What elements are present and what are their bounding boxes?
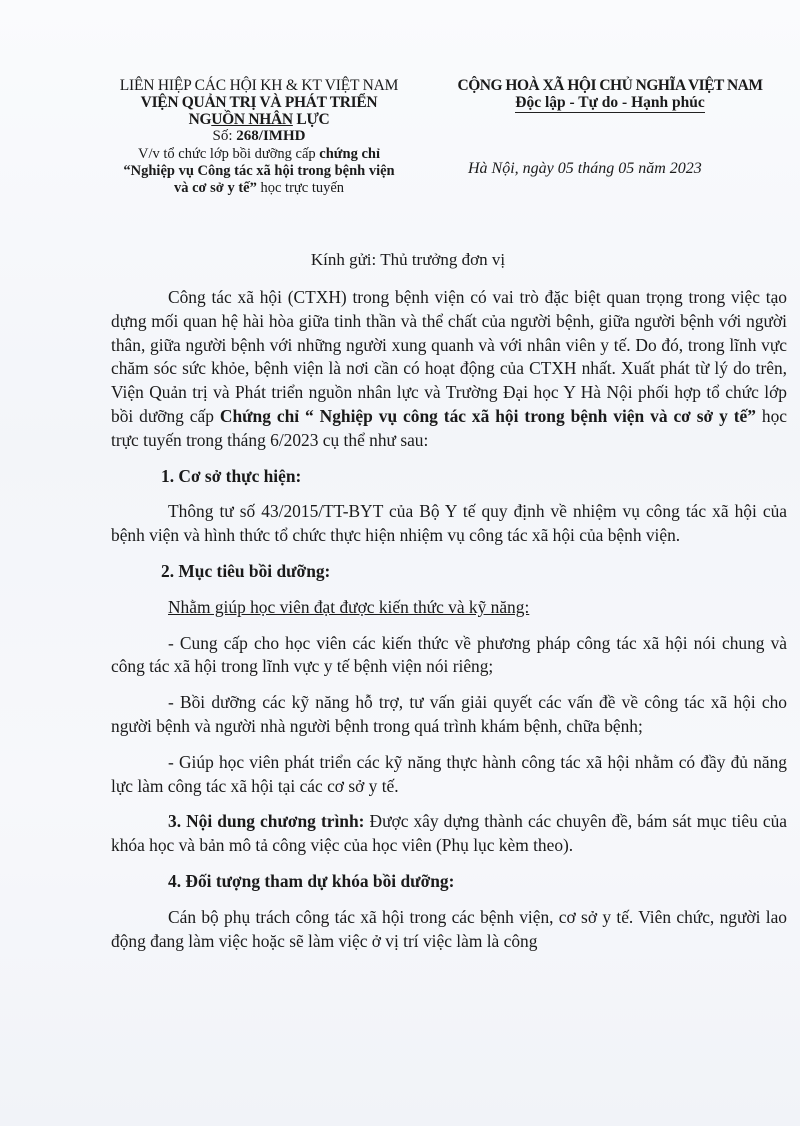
section-2-item: - Giúp học viên phát triển các kỹ năng thực hành công tác xã hội nhằm có đầy đủ năng lực làm công tác xã hội tại các cơ sở y tế.: [111, 751, 787, 796]
document-date: Hà Nội, ngày 05 tháng 05 năm 2023: [468, 160, 702, 177]
intro-text-end: học trực tuyến trong tháng 6/2023 cụ thể như sau:: [111, 405, 787, 450]
intro-bold-course-title: Chứng chỉ “ Nghiệp vụ công tác xã hội trong bệnh viện và cơ sở y tế”: [219, 405, 756, 426]
nation-title: CỘNG HOÀ XÃ HỘI CHỦ NGHĨA VIỆT NAM: [457, 77, 763, 94]
organization-name-line2: [100, 111, 418, 128]
recipient-line: [0, 250, 800, 270]
document-body: [111, 286, 787, 953]
organization-name-line1: VIỆN QUẢN TRỊ VÀ PHÁT TRIỂN: [140, 94, 378, 111]
number-label: Số:: [212, 128, 237, 144]
intro-paragraph: [111, 286, 787, 453]
issuer-block: [100, 77, 418, 197]
org-line2-pre: NG: [188, 111, 212, 128]
number-value: 268/IMHD: [236, 128, 306, 144]
subject-line3-bold: và cơ sở y tế”: [173, 180, 257, 196]
section-4-text: Cán bộ phụ trách công tác xã hội trong các bệnh viện, cơ sở y tế. Viên chức, người lao động đang làm việc hoặc sẽ làm việc ở vị trí việc làm là công: [111, 906, 787, 951]
subject-line3-text: học trực tuyến: [256, 180, 345, 196]
section-4-heading: 4. Đối tượng tham dự khóa bồi dưỡng:: [168, 870, 455, 891]
document-subject: [100, 146, 418, 197]
section-2-item: - Cung cấp cho học viên các kiến thức về phương pháp công tác xã hội nói chung và công tác xã hội trong lĩnh vực y tế bệnh viện nói riêng;: [111, 632, 787, 677]
parent-organization: LIÊN HIỆP CÁC HỘI KH & KT VIỆT NAM: [119, 77, 399, 94]
section-3-text: Được xây dựng thành các chuyên đề, bám sát mục tiêu của khóa học và bản mô tả công việc của học viên (Phụ lục kèm theo).: [111, 811, 787, 856]
subject-line2-bold: “Nghiệp vụ Công tác xã hội trong bệnh viện: [123, 163, 395, 179]
subject-line2: [100, 163, 418, 180]
national-header: [430, 77, 790, 113]
recipient-text: Kính gửi: Thủ trưởng đơn vị: [310, 250, 506, 269]
section-2-item: - Bồi dưỡng các kỹ năng hỗ trợ, tư vấn giải quyết các vấn đề về công tác xã hội cho người bệnh và người nhà người bệnh trong quá trình khám bệnh, chữa bệnh;: [111, 692, 787, 736]
national-motto: Độc lập - Tự do - Hạnh phúc: [515, 94, 705, 111]
subject-line1-text: V/v tổ chức lớp bồi dưỡng cấp: [138, 146, 320, 162]
subject-line1: [100, 146, 418, 163]
intro-text: Công tác xã hội (CTXH) trong bệnh viện có vai trò đặc biệt quan trọng trong việc tạo dựng mối quan hệ hài hòa giữa tinh thần và thể chất của người bệnh, giữa người bệnh với người thân, giữa người bệnh với những người xung quanh và với nhân viên y tế. Do đó, trong lĩnh vực chăm sóc sức khỏe, bệnh viện là nơi cần có hoạt động của CTXH nhất. Xuất phát từ lý do trên, Viện Quản trị và Phát triển nguồn nhân lực và Trường Đại học Y Hà Nội phối hợp tổ chức lớp bồi dưỡng cấp: [111, 287, 787, 426]
section-1-heading: 1. Cơ sở thực hiện:: [161, 465, 302, 486]
section-3-paragraph: [111, 810, 787, 858]
section-2-subheading-text: Nhằm giúp học viên đạt được kiến thức và kỹ năng:: [168, 596, 530, 617]
section-2-heading: 2. Mục tiêu bồi dưỡng:: [161, 560, 331, 581]
subject-line3: [100, 180, 418, 197]
org-line2-post: LỰC: [292, 111, 330, 128]
document-number: [100, 128, 418, 145]
org-line2-underlined: UỒN NHÂN: [211, 111, 293, 128]
subject-line1-bold: chứng chỉ: [319, 146, 380, 162]
section-3-heading: 3. Nội dung chương trình:: [168, 811, 365, 832]
section-1-text: Thông tư số 43/2015/TT-BYT của Bộ Y tế quy định về nhiệm vụ công tác xã hội của bệnh viện và hình thức tổ chức thực hiện nhiệm vụ công tác xã hội của bệnh viện.: [111, 501, 787, 546]
section-2-subheading: [111, 596, 787, 620]
